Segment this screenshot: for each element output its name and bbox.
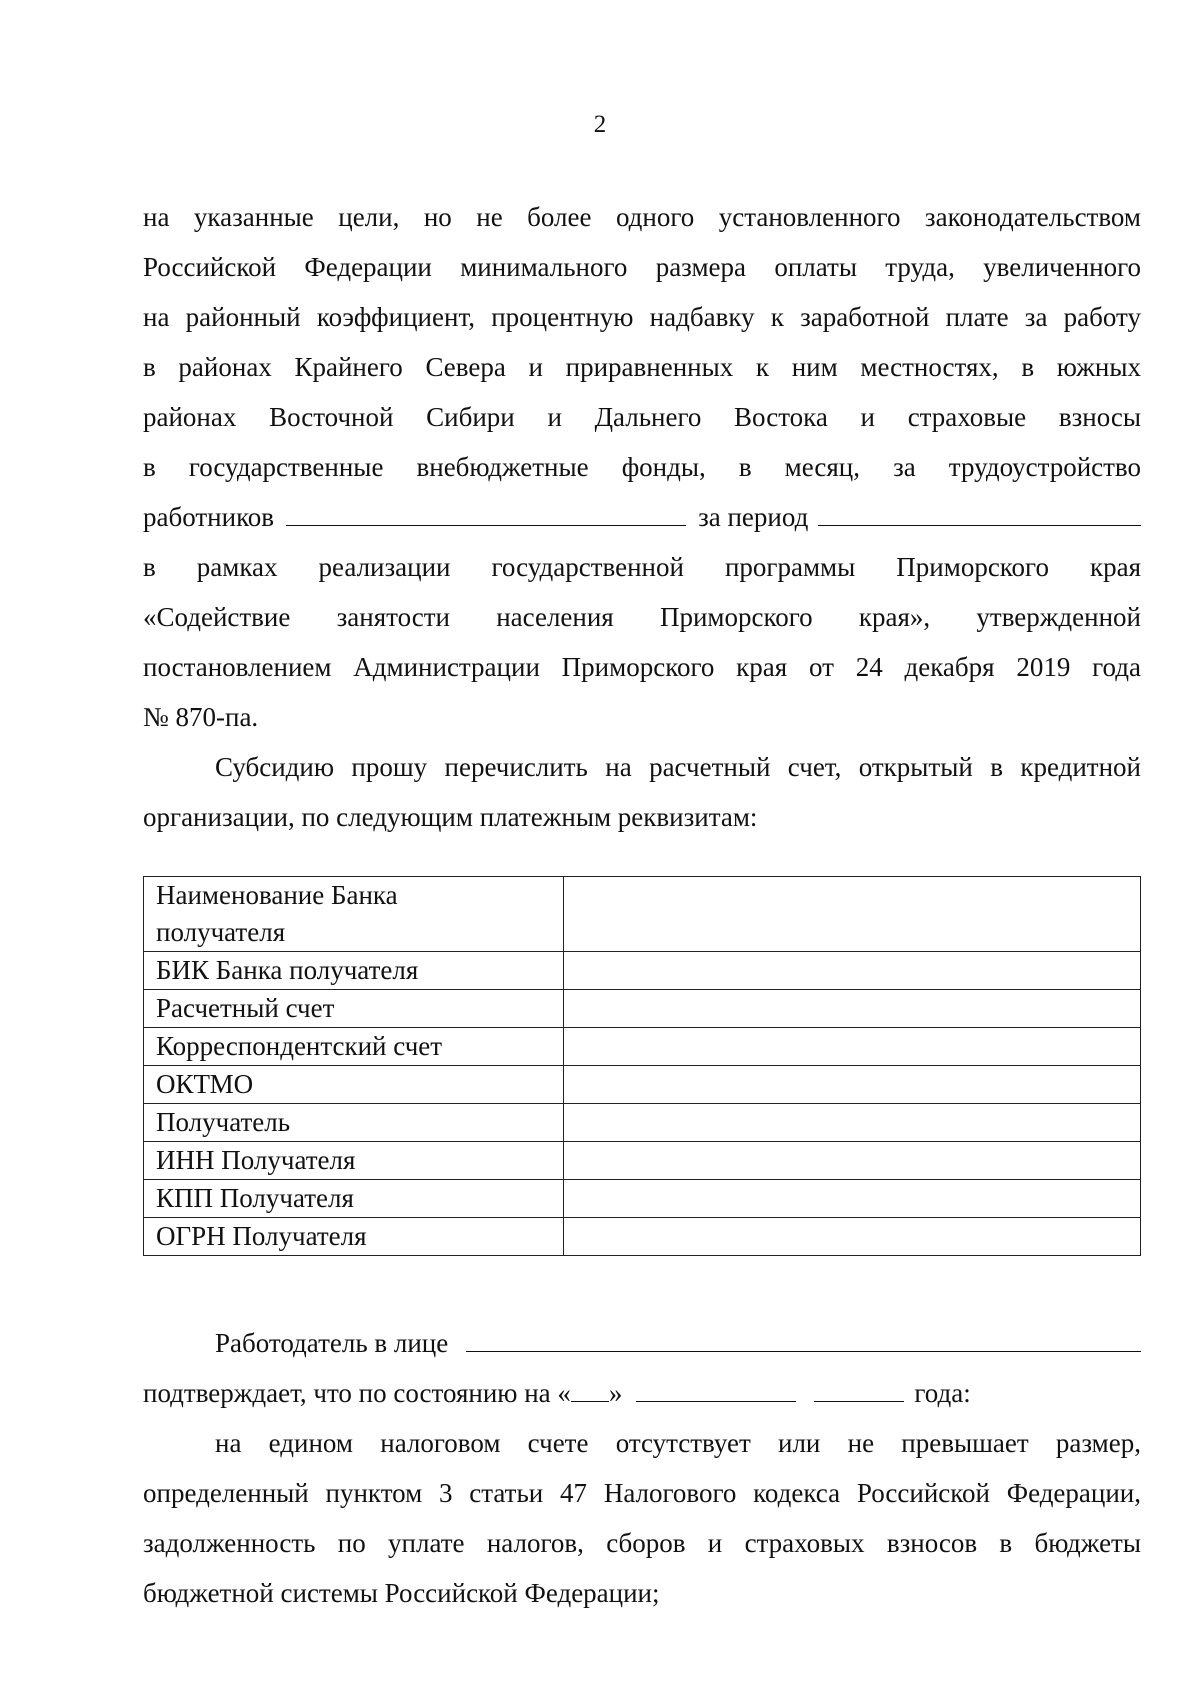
ogrn-label: ОГРН Получателя xyxy=(144,1218,564,1256)
quote-close: » xyxy=(608,1378,623,1408)
workers-blank-field[interactable] xyxy=(286,503,686,526)
text-line: в районах Крайнего Севера и приравненных к ним местностях, в южных xyxy=(143,352,1141,382)
table-row xyxy=(144,1028,1141,1066)
bank-details-table xyxy=(143,876,1141,1256)
confirm-end-text: года: xyxy=(914,1378,971,1408)
kpp-value[interactable] xyxy=(563,1180,1140,1218)
table-row xyxy=(144,1104,1141,1142)
label-line: получателя xyxy=(156,917,286,947)
employer-name-blank-field[interactable] xyxy=(466,1329,1141,1352)
text-line: в государственные внебюджетные фонды, в месяц, за трудоустройство xyxy=(143,452,1141,482)
text-line: на указанные цели, но не более одного установленного законодательством xyxy=(143,202,1141,232)
day-blank-field[interactable] xyxy=(571,1379,609,1402)
text-line: № 870-па. xyxy=(143,702,259,732)
page-number: 2 xyxy=(593,111,607,138)
table-row xyxy=(144,1066,1141,1104)
text-line: определенный пунктом 3 статьи 47 Налогового кодекса Российской Федерации, xyxy=(143,1478,1141,1508)
text-line: на районный коэффициент, процентную надбавку к заработной плате за работу xyxy=(143,302,1141,332)
kpp-label: КПП Получателя xyxy=(144,1180,564,1218)
table-row xyxy=(144,1142,1141,1180)
bik-value[interactable] xyxy=(563,952,1140,990)
period-label: за период xyxy=(698,502,809,532)
recipient-value[interactable] xyxy=(563,1104,1140,1142)
month-blank-field[interactable] xyxy=(636,1379,796,1402)
confirm-start-text: подтверждает, что по состоянию на « xyxy=(143,1378,571,1408)
table-row xyxy=(144,1180,1141,1218)
workers-label: работников xyxy=(143,502,275,532)
table-row xyxy=(144,952,1141,990)
paragraph-tax-debt xyxy=(143,1418,1141,1618)
employer-label: Работодатель в лице xyxy=(215,1328,449,1358)
paragraph-payment-request xyxy=(143,742,1141,842)
text-line: «Содействие занятости населения Приморского края», утвержденной xyxy=(143,602,1141,632)
period-blank-field[interactable] xyxy=(818,503,1141,526)
correspondent-account-value[interactable] xyxy=(563,1028,1140,1066)
employer-confirmation xyxy=(143,1318,1141,1418)
workers-period-line xyxy=(143,492,1141,542)
settlement-account-value[interactable] xyxy=(563,990,1140,1028)
paragraph-subsidy-purpose xyxy=(143,192,1141,742)
text-line: постановлением Администрации Приморского края от 24 декабря 2019 года xyxy=(143,652,1141,682)
settlement-account-label: Расчетный счет xyxy=(144,990,564,1028)
text-line: бюджетной системы Российской Федерации; xyxy=(143,1578,660,1608)
oktmo-label: ОКТМО xyxy=(144,1066,564,1104)
text-line: задолженность по уплате налогов, сборов и страховых взносов в бюджеты xyxy=(143,1528,1141,1558)
text-line: районах Восточной Сибири и Дальнего Востока и страховые взносы xyxy=(143,402,1141,432)
oktmo-value[interactable] xyxy=(563,1066,1140,1104)
employer-line xyxy=(143,1318,1141,1368)
inn-value[interactable] xyxy=(563,1142,1140,1180)
text-line: на едином налоговом счете отсутствует или не превышает размер, xyxy=(215,1428,1141,1458)
ogrn-value[interactable] xyxy=(563,1218,1140,1256)
text-line: Российской Федерации минимального размера оплаты труда, увеличенного xyxy=(143,252,1141,282)
confirm-date-line xyxy=(143,1368,1141,1418)
table-row xyxy=(144,1218,1141,1256)
bik-label: БИК Банка получателя xyxy=(144,952,564,990)
bank-name-label xyxy=(144,877,564,952)
year-blank-field[interactable] xyxy=(814,1379,904,1402)
table-row xyxy=(144,990,1141,1028)
text-line: в рамках реализации государственной программы Приморского края xyxy=(143,552,1141,582)
text-line: организации, по следующим платежным реквизитам: xyxy=(143,802,758,832)
table-row xyxy=(144,877,1141,952)
inn-label: ИНН Получателя xyxy=(144,1142,564,1180)
label-line: Наименование Банка xyxy=(156,880,398,910)
text-line: Субсидию прошу перечислить на расчетный счет, открытый в кредитной xyxy=(215,752,1141,782)
correspondent-account-label: Корреспондентский счет xyxy=(144,1028,564,1066)
bank-name-value[interactable] xyxy=(563,877,1140,952)
recipient-label: Получатель xyxy=(144,1104,564,1142)
